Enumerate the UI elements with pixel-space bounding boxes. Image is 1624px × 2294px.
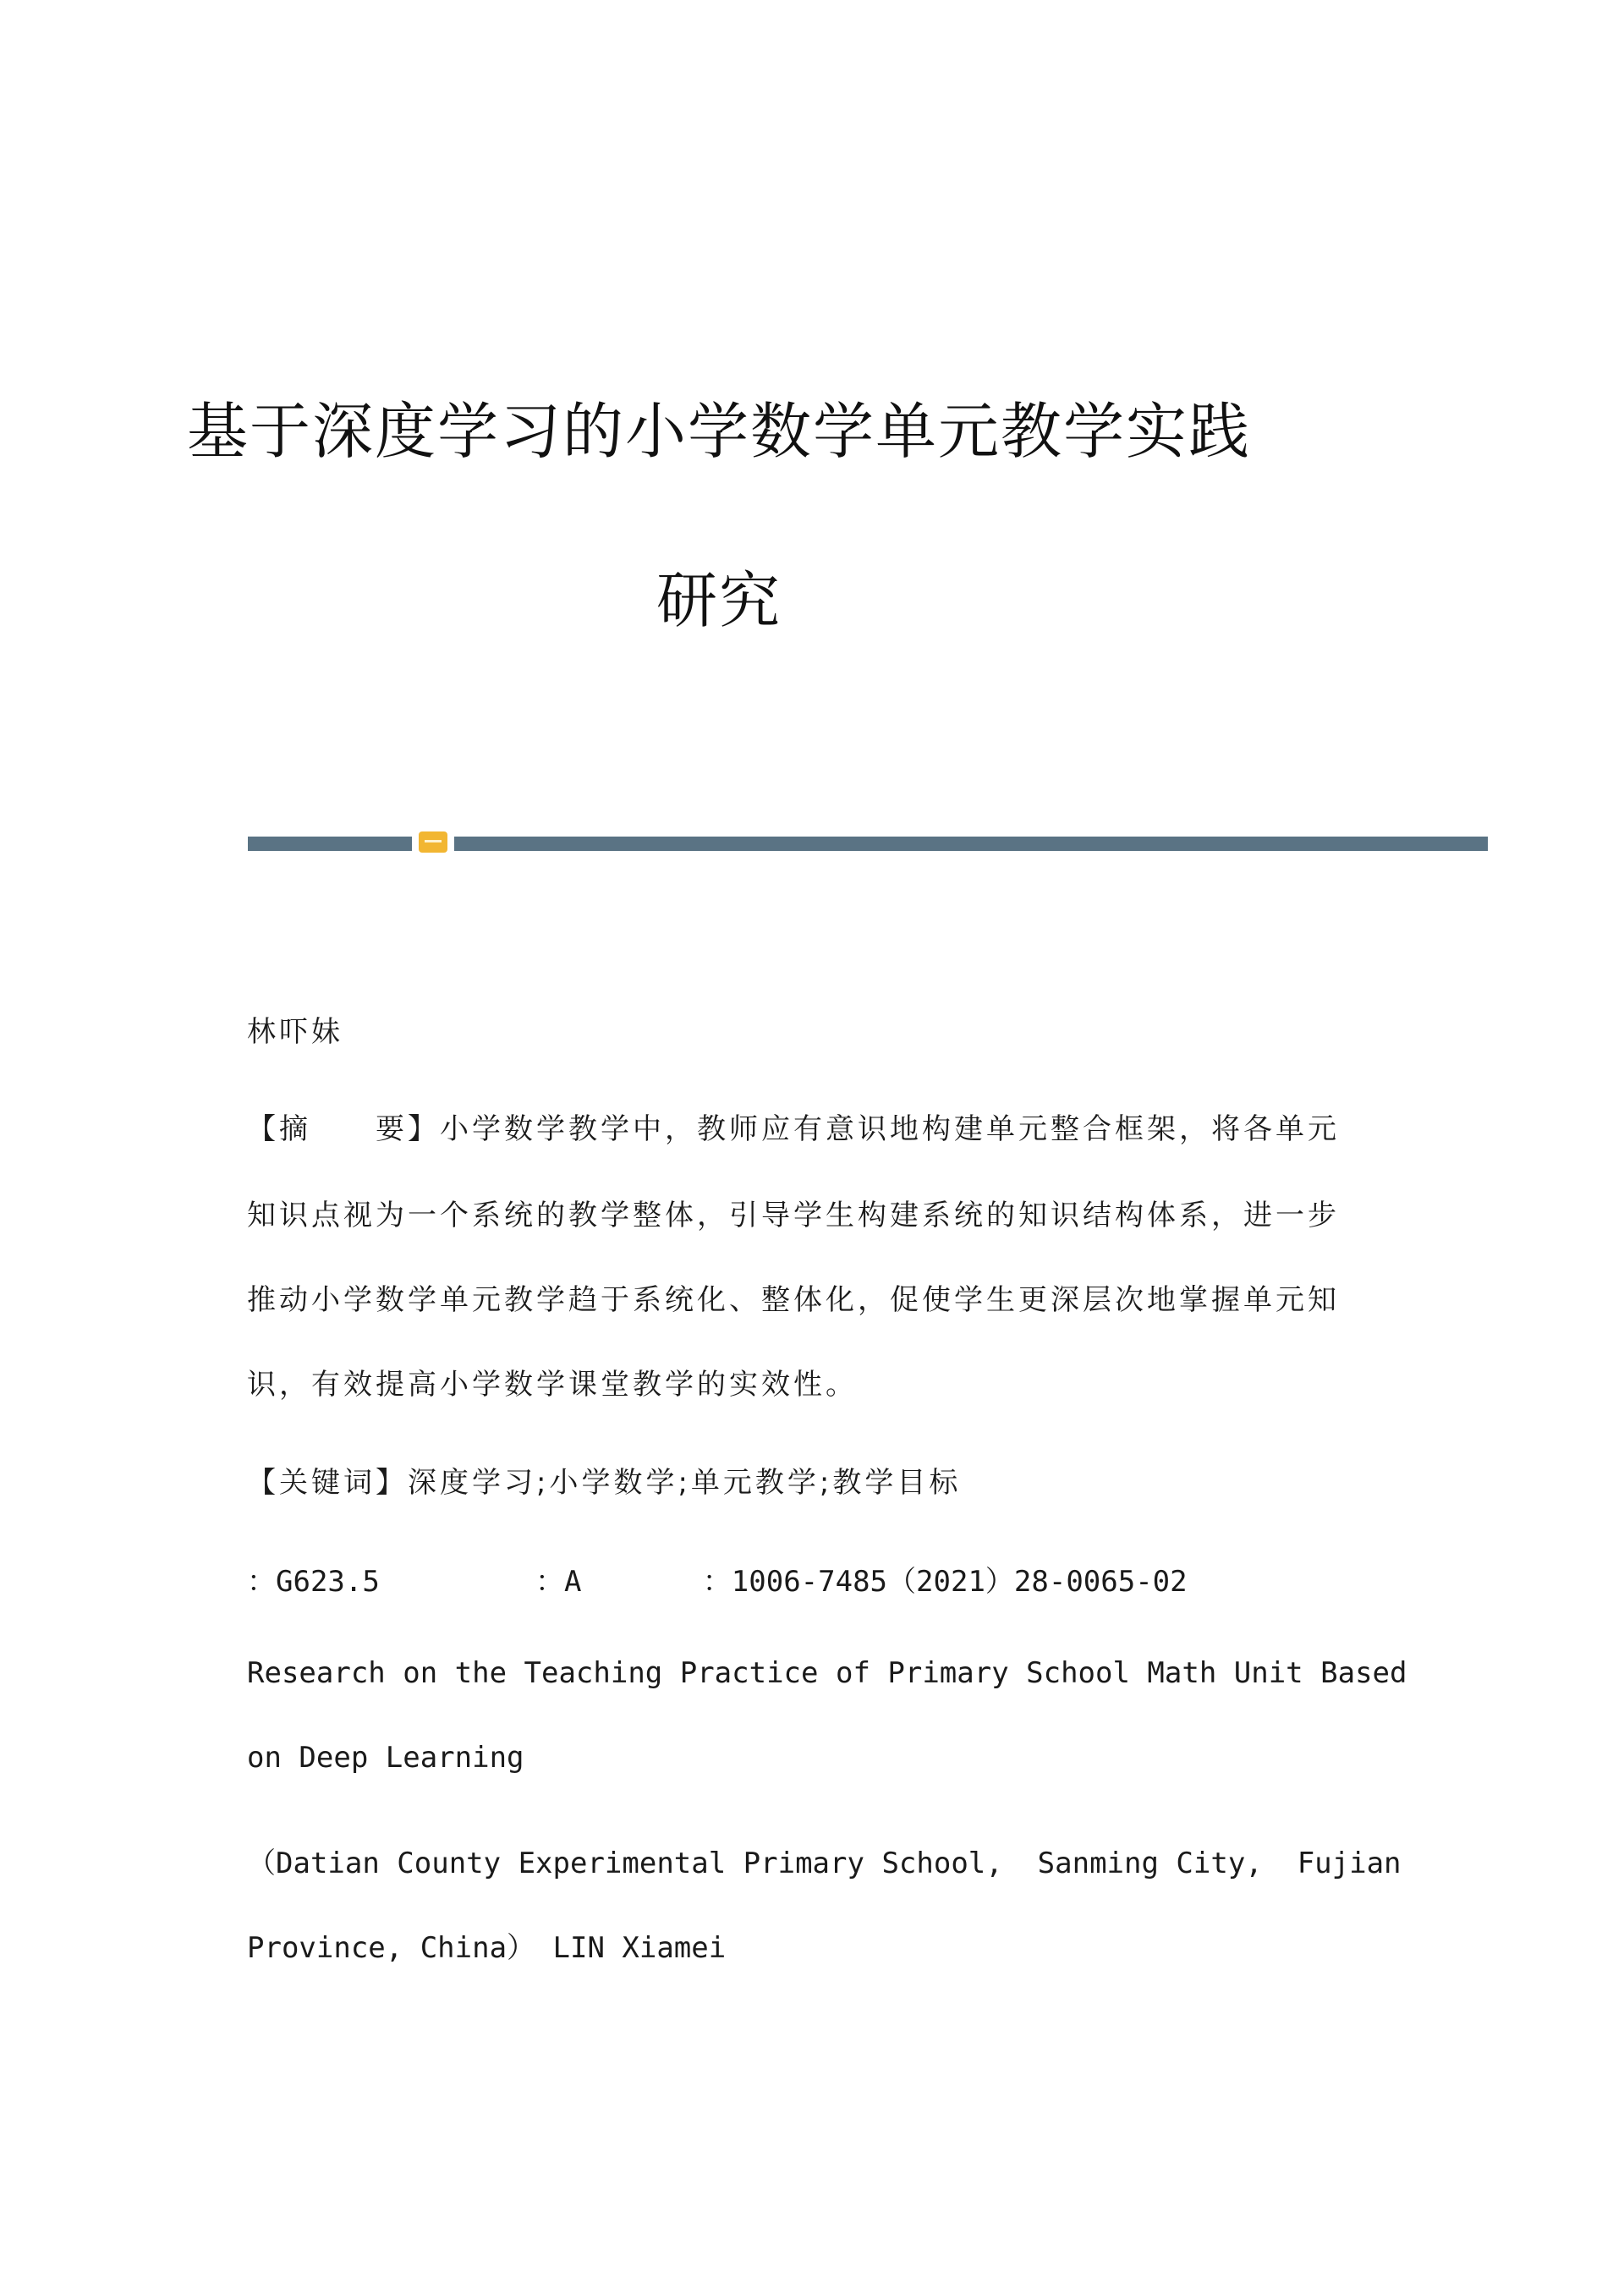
keywords-text: 深度学习;小学数学;单元教学;教学目标 <box>408 1466 962 1500</box>
affiliation-line-2: Province, China） LIN Xiamei <box>247 1931 727 1965</box>
title-divider-right <box>454 837 1488 851</box>
keywords-line <box>247 1459 961 1501</box>
abstract-line-2: 知识点视为一个系统的教学整体，引导学生构建系统的知识结构体系，进一步 <box>247 1199 1340 1232</box>
english-title-line-2: on Deep Learning <box>247 1741 524 1775</box>
abstract-label: 【摘 要】 <box>247 1112 440 1146</box>
keywords-label: 【关键词】 <box>247 1466 408 1500</box>
author-name: 林吓妹 <box>247 1015 343 1049</box>
classification-line: ：G623.5 ：A ：1006-7485（2021）28-0065-02 <box>247 1565 1188 1599</box>
divider-ornament-icon <box>419 831 447 853</box>
abstract-line-1 <box>247 1106 1340 1147</box>
title-divider-left <box>248 837 412 851</box>
affiliation-line-1: （Datian County Experimental Primary School, Sanming City, Fujian <box>247 1847 1402 1880</box>
abstract-text-1: 小学数学教学中，教师应有意识地构建单元整合框架，将各单元 <box>440 1112 1340 1146</box>
abstract-line-4: 识，有效提高小学数学课堂教学的实效性。 <box>247 1368 858 1402</box>
document-title-line-1: 基于深度学习的小学数学单元教学实践 <box>186 396 1251 467</box>
abstract-line-3: 推动小学数学单元教学趋于系统化、整体化，促使学生更深层次地掌握单元知 <box>247 1283 1340 1317</box>
document-title-line-2: 研究 <box>656 565 782 636</box>
english-title-line-1: Research on the Teaching Practice of Primary School Math Unit Based <box>247 1656 1407 1690</box>
